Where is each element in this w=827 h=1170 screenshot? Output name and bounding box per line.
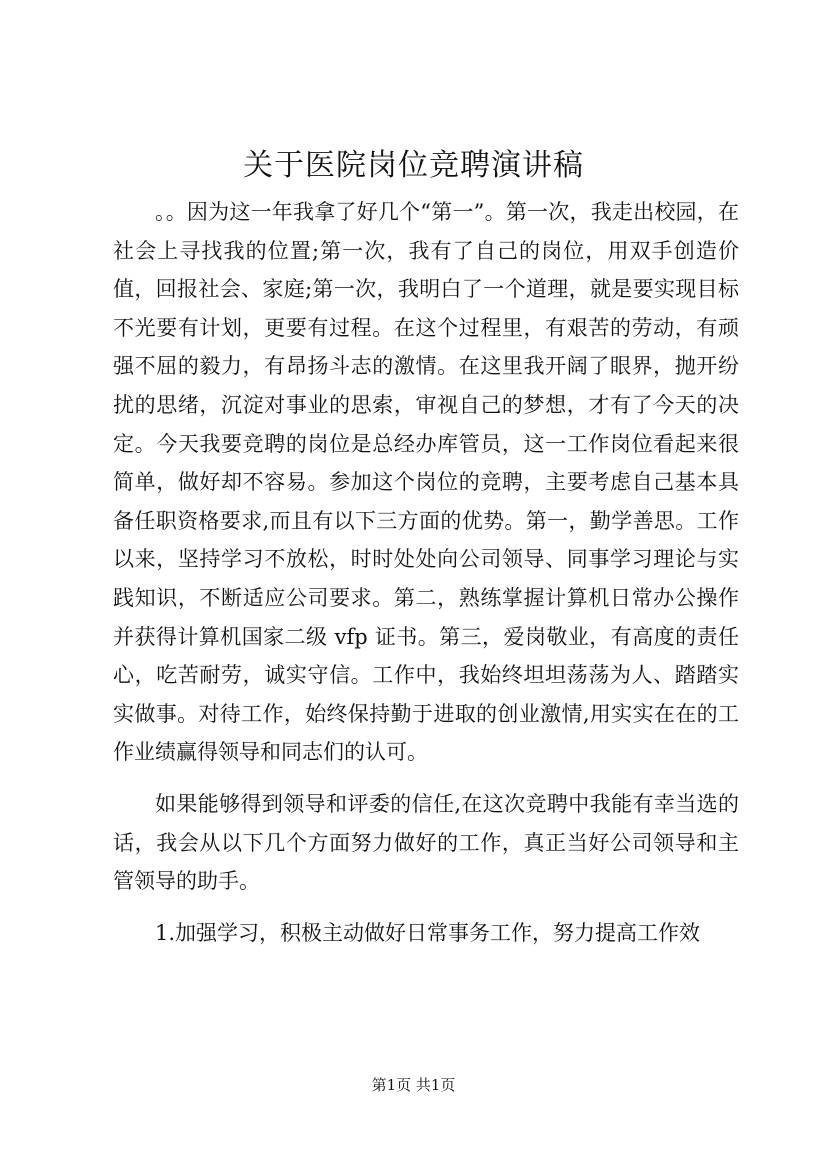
- paragraph-gap: [113, 772, 739, 785]
- paragraph-gap: [113, 901, 739, 914]
- document-body: [113, 193, 739, 952]
- paragraph-1: 。。因为这一年我拿了好几个“第一”。第一次，我走出校园，在社会上寻找我的位置;第一次，我有了自己的岗位，用双手创造价值，回报社会、家庭;第一次，我明白了一个道理，就是要实现目标不光要有计划，更要有过程。在这个过程里，有艰苦的劳动，有顽强不屈的毅力，有昂扬斗志的激情。在这里我开阔了眼界，抛开纷扰的思绪，沉淀对事业的思索，审视自己的梦想，才有了今天的决定。今天我要竞聘的岗位是总经办库管员，这一工作岗位看起来很简单，做好却不容易。参加这个岗位的竞聘，主要考虑自己基本具备任职资格要求,而且有以下三方面的优势。第一，勤学善思。工作以来，坚持学习不放松，时时处处向公司领导、同事学习理论与实践知识，不断适应公司要求。第二，熟练掌握计算机日常办公操作并获得计算机国家二级 vfp 证书。第三，爱岗敬业，有高度的责任心，吃苦耐劳，诚实守信。工作中，我始终坦坦荡荡为人、踏踏实实做事。对待工作，始终保持勤于进取的创业激情,用实实在在的工作业绩赢得领导和同志们的认可。: [113, 200, 739, 765]
- document-title: 关于医院岗位竞聘演讲稿: [243, 148, 584, 183]
- paragraph-3: 1.加强学习，积极主动做好日常事务工作，努力提高工作效: [155, 920, 701, 945]
- page-footer: 第1页 共1页: [371, 1076, 456, 1094]
- paragraph-2: 如果能够得到领导和评委的信任,在这次竞聘中我能有幸当选的话，我会从以下几个方面努力做好的工作，真正当好公司领导和主管领导的助手。: [113, 791, 739, 894]
